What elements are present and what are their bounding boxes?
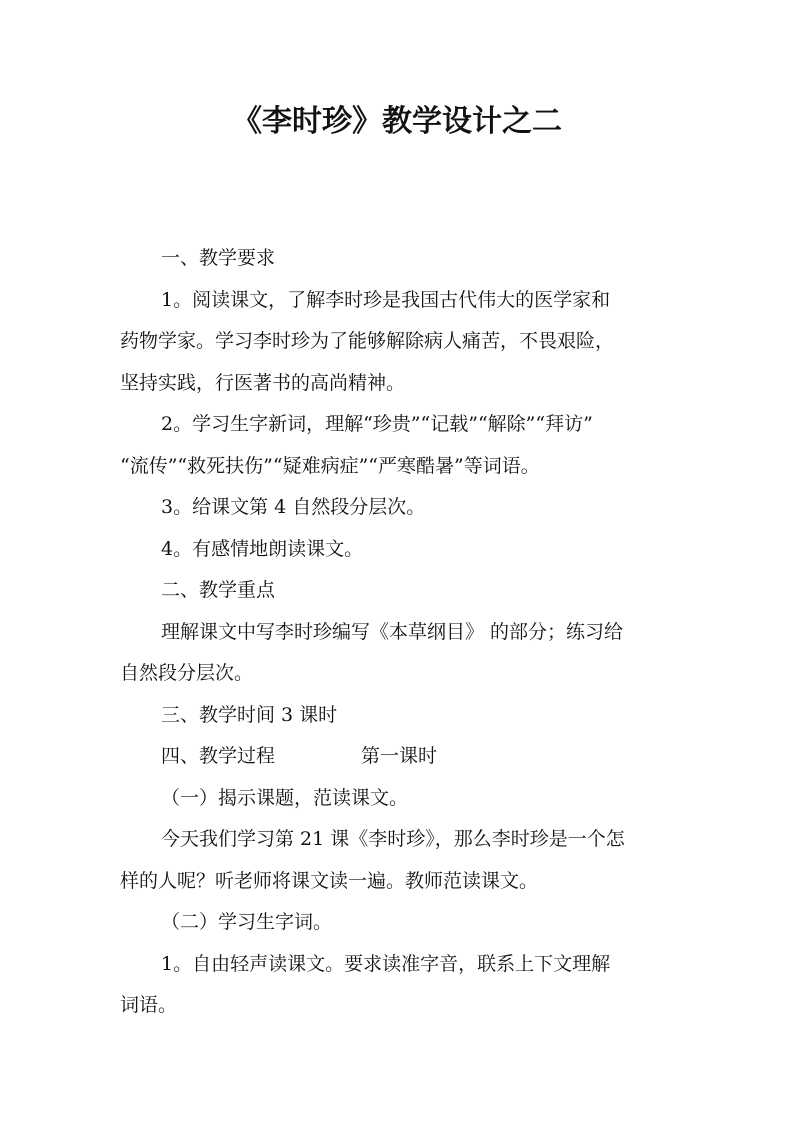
paragraph-line: 今天我们学习第 21 课《李时珍》，那么李时珍是一个怎 <box>161 828 625 850</box>
document-body <box>120 238 680 1027</box>
section-heading-key-points: 二、教学重点 <box>161 579 276 601</box>
paragraph-line: 自然段分层次。 <box>120 662 254 684</box>
paragraph-line: 坚持实践，行医著书的高尚精神。 <box>120 371 406 394</box>
paragraph-line: 药物学家。学习李时珍为了能够解除病人痛苦，不畏艰险， <box>120 330 615 352</box>
paragraph-line: 样的人呢？听老师将课文读一遍。教师范读课文。 <box>120 869 539 892</box>
paragraph-line: 词语。 <box>120 994 178 1016</box>
document-title: 《李时珍》教学设计之二 <box>232 104 562 139</box>
paragraph-line: 1。自由轻声读课文。要求读准字音，联系上下文理解 <box>161 952 611 975</box>
section-heading-teaching-time: 三、教学时间 3 课时 <box>161 703 338 726</box>
paragraph-line: 3。给课文第 4 自然段分层次。 <box>161 496 426 518</box>
section-heading-requirements: 一、教学要求 <box>161 247 276 269</box>
subsection-heading: （一）揭示课题，范读课文。 <box>161 786 409 809</box>
paragraph-line: 1。阅读课文，了解李时珍是我国古代伟大的医学家和 <box>161 288 611 311</box>
subsection-heading: （二）学习生字词。 <box>161 911 333 933</box>
paragraph-line: “流传”“救死扶伤”“疑难病症”“严寒酷暑”等词语。 <box>120 454 540 477</box>
teaching-process-label: 四、教学过程 <box>161 745 276 767</box>
paragraph-line: 2。学习生字新词，理解“珍贵”“记载”“解除”“拜访” <box>161 413 593 435</box>
section-heading-teaching-process <box>120 736 680 778</box>
paragraph-line: 理解课文中写李时珍编写《本草纲目》 的部分；练习给 <box>161 620 624 643</box>
first-lesson-label: 第一课时 <box>361 745 438 767</box>
paragraph-line: 4。有感情地朗读课文。 <box>161 537 364 560</box>
